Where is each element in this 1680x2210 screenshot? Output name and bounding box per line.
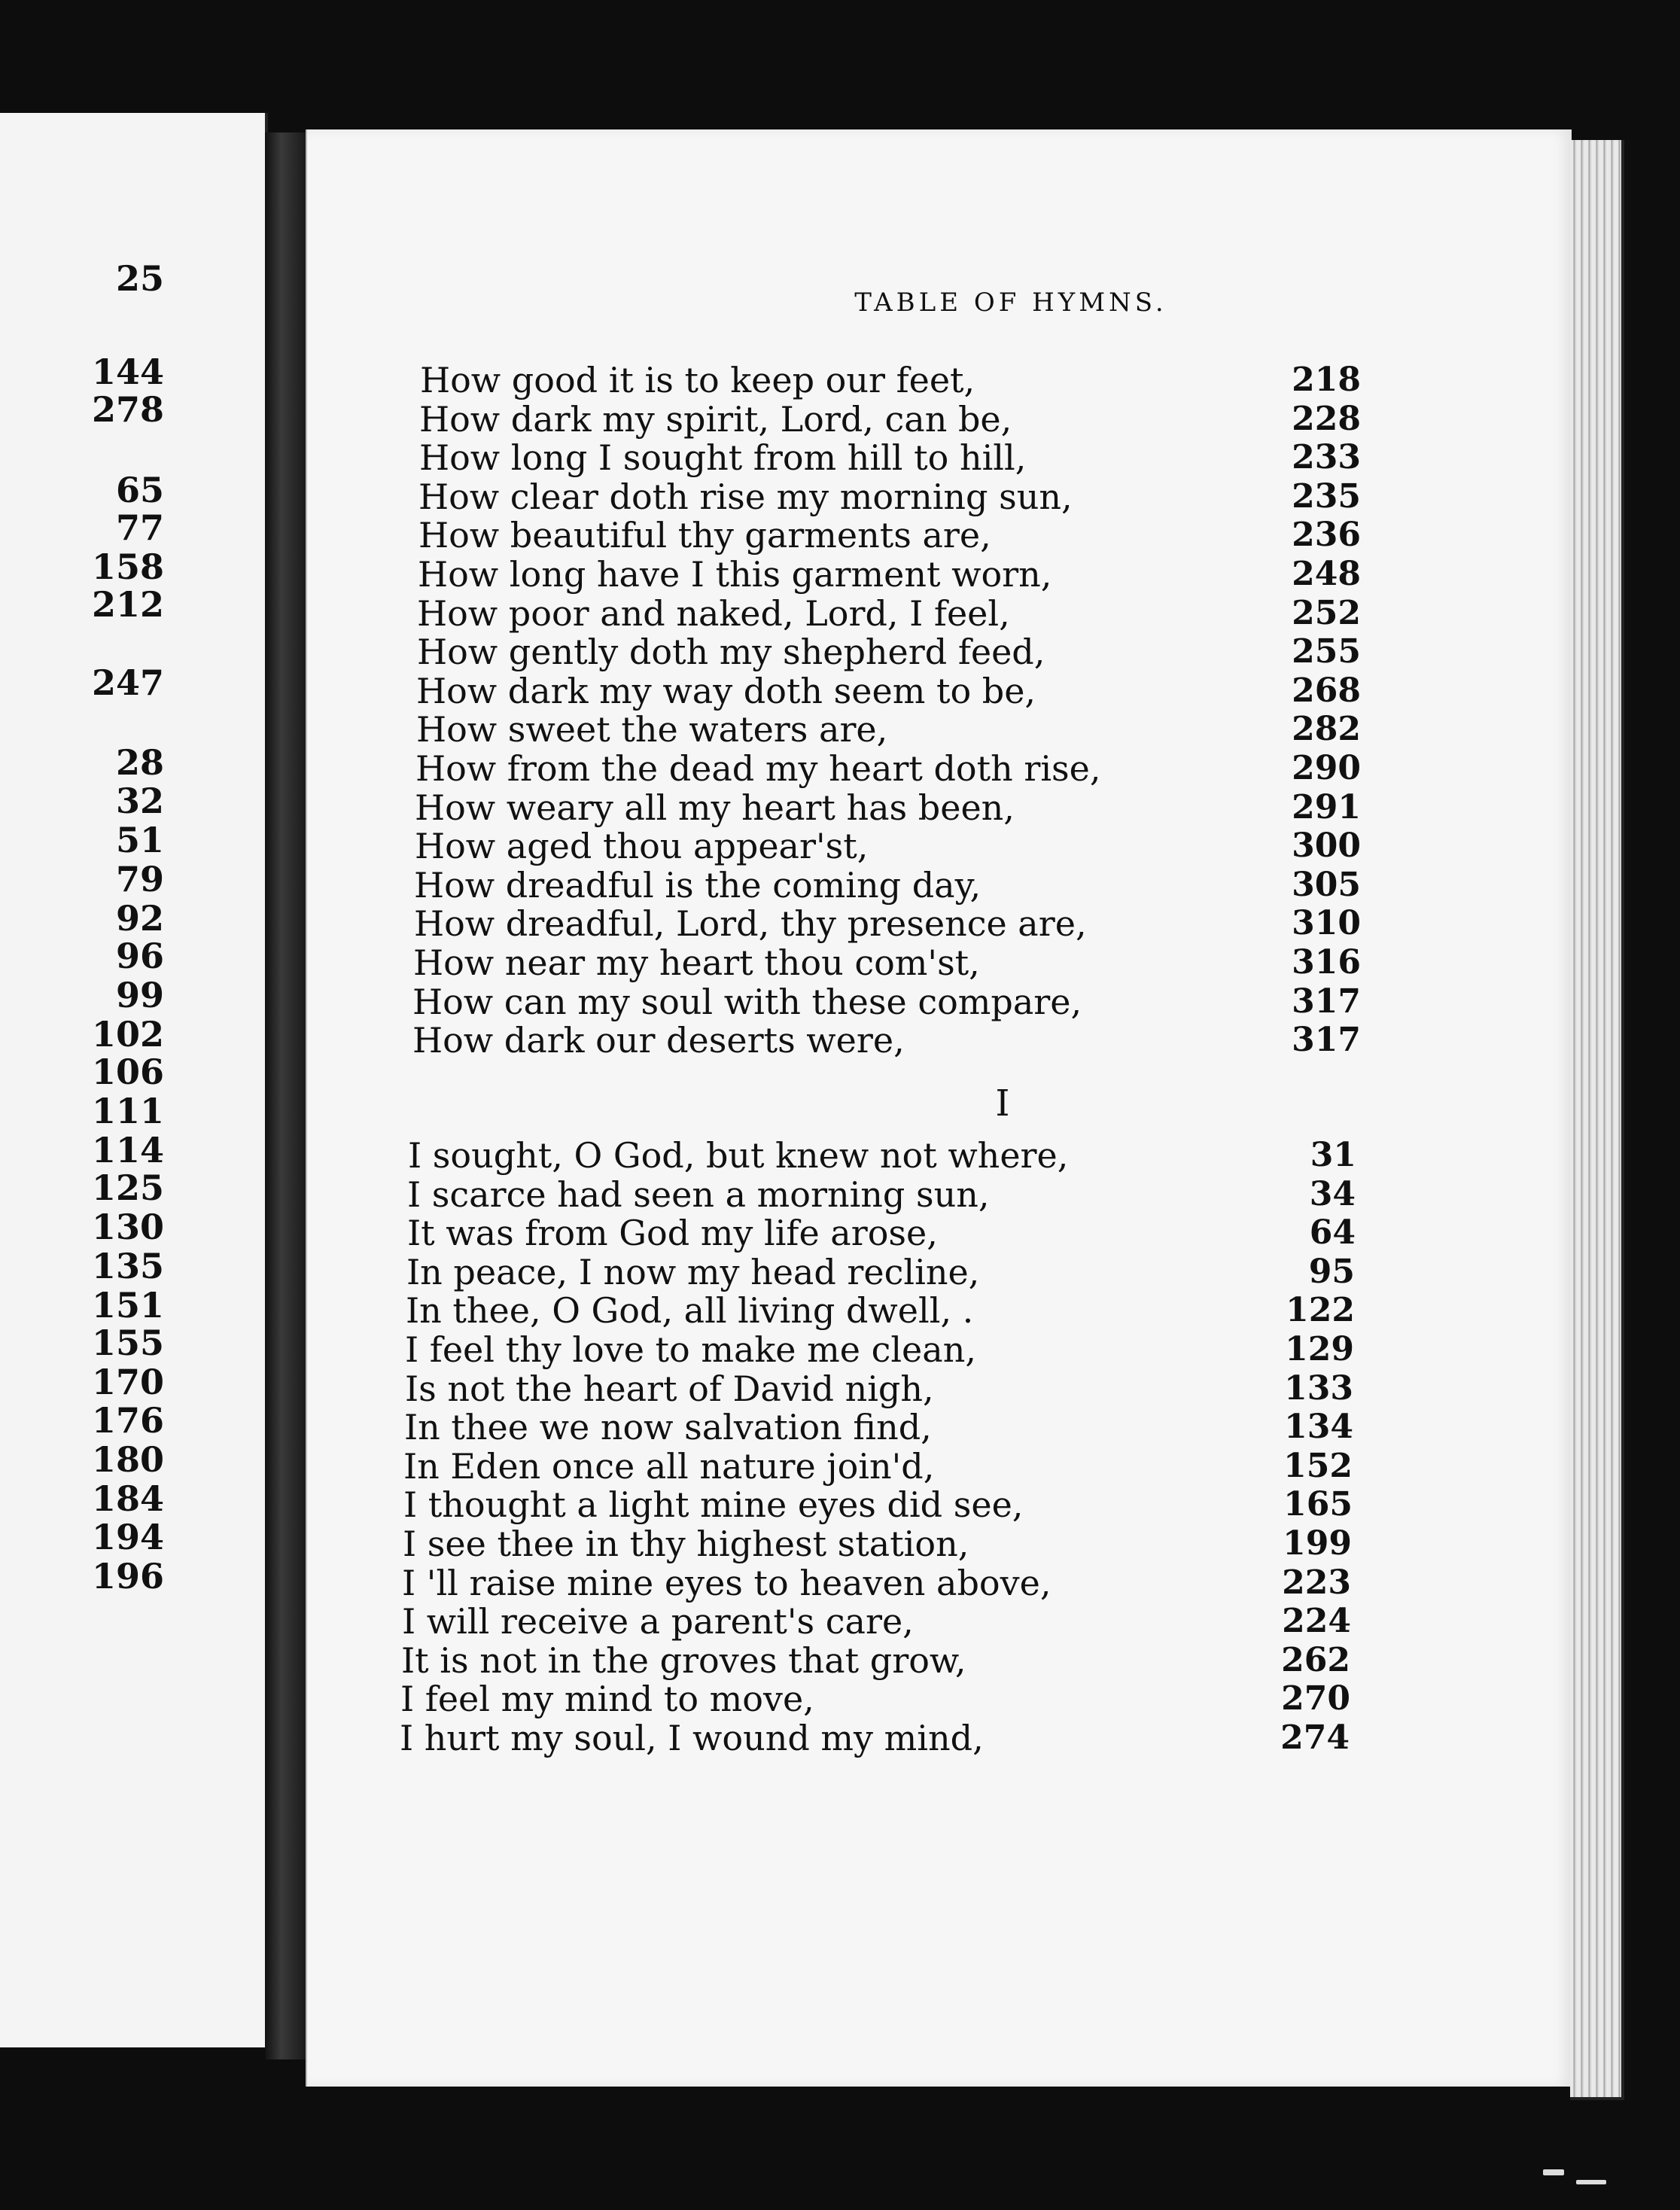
dust-mark xyxy=(1576,2180,1606,2184)
hymn-first-line: I hurt my soul, I wound my mind, xyxy=(400,1718,984,1758)
left-page-number: 96 xyxy=(115,936,164,976)
hymn-number: 274 xyxy=(1280,1718,1350,1757)
hymn-entry xyxy=(307,1447,1572,1486)
hymn-first-line: I 'll raise mine eyes to heaven above, xyxy=(402,1562,1052,1603)
hymn-number: 233 xyxy=(1292,438,1361,477)
hymn-entry xyxy=(307,1213,1572,1253)
hymn-first-line: I see thee in thy highest station, xyxy=(403,1524,969,1564)
running-head: TABLE OF HYMNS. xyxy=(854,288,1167,318)
hymn-first-line: Is not the heart of David nigh, xyxy=(405,1368,934,1409)
hymn-number: 316 xyxy=(1292,943,1361,982)
left-page-number: 99 xyxy=(115,975,164,1015)
hymn-entry xyxy=(307,1369,1572,1408)
section-letter: I xyxy=(995,1082,1010,1125)
hymn-entry xyxy=(307,982,1572,1021)
hymn-entry xyxy=(307,826,1572,866)
hymn-entry xyxy=(307,1718,1572,1758)
hymn-entry xyxy=(307,1330,1572,1369)
hymn-first-line: How dark my way doth seem to be, xyxy=(416,670,1036,711)
hymn-number: 310 xyxy=(1292,904,1361,943)
left-page-number: 170 xyxy=(91,1362,164,1402)
hymn-first-line: How aged thou appear'st, xyxy=(415,826,869,867)
hymn-entry xyxy=(307,361,1572,400)
hymn-entry xyxy=(307,1563,1572,1603)
hymn-first-line: How good it is to keep our feet, xyxy=(420,360,975,400)
hymn-entry xyxy=(307,477,1572,516)
hymn-first-line: In thee, O God, all living dwell, . xyxy=(406,1290,974,1332)
left-page-number: 196 xyxy=(91,1556,164,1597)
left-page-number: 65 xyxy=(115,470,164,510)
hymn-number: 317 xyxy=(1292,1021,1361,1060)
left-page-number: 130 xyxy=(91,1207,164,1247)
left-page-number: 176 xyxy=(91,1400,164,1441)
hymn-first-line: How dreadful, Lord, thy presence are, xyxy=(414,903,1087,945)
hymn-first-line: How dark my spirit, Lord, can be, xyxy=(419,398,1012,440)
left-page-number: 28 xyxy=(115,742,164,783)
hymn-first-line: How from the dead my heart doth rise, xyxy=(415,748,1101,789)
hymn-number: 129 xyxy=(1285,1330,1354,1368)
hymn-first-line: How poor and naked, Lord, I feel, xyxy=(417,592,1010,634)
hymn-first-line: How dark our deserts were, xyxy=(412,1020,905,1061)
hymn-entry xyxy=(307,1641,1572,1680)
hymn-first-line: I thought a light mine eyes did see, xyxy=(403,1484,1024,1526)
hymn-entry xyxy=(307,1524,1572,1563)
hymn-number: 291 xyxy=(1292,787,1361,826)
hymn-number: 218 xyxy=(1292,361,1361,399)
hymn-index xyxy=(307,129,1572,2087)
hymn-number: 31 xyxy=(1310,1136,1356,1174)
hymn-number: 317 xyxy=(1292,982,1361,1021)
left-page-number: 51 xyxy=(115,820,164,860)
hymn-entry xyxy=(307,1175,1572,1214)
hymn-number: 152 xyxy=(1283,1446,1353,1485)
hymn-first-line: It is not in the groves that grow, xyxy=(401,1639,966,1681)
hymn-entry xyxy=(307,516,1572,555)
hymn-first-line: I feel thy love to make me clean, xyxy=(405,1329,976,1370)
hymn-number: 305 xyxy=(1292,865,1361,904)
left-page-number: 102 xyxy=(91,1014,164,1055)
left-page-number: 25 xyxy=(115,258,164,299)
hymn-first-line: I scarce had seen a morning sun, xyxy=(407,1173,990,1215)
left-page-number: 77 xyxy=(115,507,164,548)
left-page-number: 194 xyxy=(91,1517,164,1557)
hymn-first-line: How can my soul with these compare, xyxy=(412,981,1082,1022)
hymn-number: 282 xyxy=(1292,710,1361,749)
hymn-first-line: How clear doth rise my morning sun, xyxy=(418,476,1073,517)
hymn-number: 236 xyxy=(1292,516,1361,555)
hymn-entry xyxy=(307,1291,1572,1330)
hymn-first-line: I sought, O God, but knew not where, xyxy=(408,1135,1069,1176)
hymn-entry xyxy=(307,866,1572,905)
left-page-number: 184 xyxy=(91,1478,164,1519)
hymn-entry xyxy=(307,1408,1572,1447)
hymn-first-line: How long I sought from hill to hill, xyxy=(419,437,1027,479)
left-page-number: 278 xyxy=(91,389,164,430)
hymn-first-line: How beautiful thy garments are, xyxy=(418,515,991,556)
hymn-entry xyxy=(307,594,1572,633)
page-edges xyxy=(1570,140,1624,2100)
hymn-entry xyxy=(307,632,1572,671)
hymn-number: 165 xyxy=(1283,1485,1353,1524)
left-page-number: 125 xyxy=(91,1167,164,1208)
left-page-number: 79 xyxy=(115,859,164,900)
hymn-number: 268 xyxy=(1292,671,1361,710)
hymn-first-line: How dreadful is the coming day, xyxy=(414,864,982,906)
hymn-first-line: I feel my mind to move, xyxy=(400,1679,814,1720)
left-page-number: 135 xyxy=(91,1246,164,1286)
hymn-entry xyxy=(307,788,1572,827)
hymn-entry xyxy=(307,943,1572,982)
hymn-entry xyxy=(307,400,1572,439)
left-page-number: 32 xyxy=(115,781,164,821)
dust-mark xyxy=(1543,2169,1564,2175)
left-page-number: 92 xyxy=(115,898,164,939)
hymn-entry xyxy=(307,710,1572,749)
hymn-number: 95 xyxy=(1308,1252,1355,1291)
hymn-number: 255 xyxy=(1292,632,1361,671)
hymn-number: 270 xyxy=(1281,1679,1350,1718)
hymn-number: 134 xyxy=(1284,1408,1353,1447)
hymn-number: 223 xyxy=(1282,1563,1351,1602)
hymn-entry xyxy=(307,904,1572,943)
hymn-entry xyxy=(307,438,1572,477)
hymn-first-line: It was from God my life arose, xyxy=(407,1213,938,1254)
hymn-entry xyxy=(307,1021,1572,1060)
left-page-number: 106 xyxy=(91,1052,164,1092)
hymn-first-line: How sweet the waters are, xyxy=(416,709,888,750)
hymn-first-line: How gently doth my shepherd feed, xyxy=(417,632,1045,673)
hymn-number: 248 xyxy=(1292,555,1361,593)
left-page-number: 212 xyxy=(91,584,164,625)
hymn-first-line: How long have I this garment worn, xyxy=(418,554,1052,595)
hymn-entry xyxy=(307,1485,1572,1524)
hymn-entry xyxy=(307,1136,1572,1175)
left-page-number-column xyxy=(59,113,164,2047)
hymn-entry xyxy=(307,671,1572,711)
hymn-entry xyxy=(307,1253,1572,1292)
hymn-number: 64 xyxy=(1309,1213,1356,1253)
left-page-number: 111 xyxy=(91,1091,164,1131)
left-page-number: 180 xyxy=(91,1439,164,1480)
hymn-number: 228 xyxy=(1292,399,1361,438)
hymn-entry xyxy=(307,555,1572,594)
hymn-entry xyxy=(307,1602,1572,1641)
left-page-number: 158 xyxy=(91,546,164,587)
hymn-number: 235 xyxy=(1292,476,1361,516)
left-page-number: 155 xyxy=(91,1323,164,1363)
hymn-number: 122 xyxy=(1286,1291,1355,1330)
left-page-number: 144 xyxy=(91,352,164,392)
hymn-first-line: How weary all my heart has been, xyxy=(415,787,1015,828)
hymn-entry xyxy=(307,1679,1572,1718)
hymn-number: 224 xyxy=(1282,1602,1351,1641)
hymn-first-line: In thee we now salvation find, xyxy=(404,1407,932,1448)
left-page-number: 247 xyxy=(91,662,164,703)
right-page xyxy=(306,129,1572,2087)
hymn-number: 133 xyxy=(1284,1368,1353,1408)
hymn-number: 262 xyxy=(1281,1640,1350,1679)
hymn-number: 300 xyxy=(1292,826,1361,866)
hymn-first-line: How near my heart thou com'st, xyxy=(413,942,980,983)
hymn-number: 252 xyxy=(1292,593,1361,632)
hymn-first-line: In peace, I now my head recline, xyxy=(406,1251,980,1292)
hymn-first-line: I will receive a parent's care, xyxy=(402,1601,914,1642)
hymn-number: 290 xyxy=(1292,749,1361,787)
left-page-number: 151 xyxy=(91,1285,164,1326)
hymn-number: 34 xyxy=(1309,1174,1356,1213)
book-spine xyxy=(265,132,306,2059)
left-page-number: 114 xyxy=(91,1130,164,1170)
hymn-entry xyxy=(307,749,1572,788)
hymn-number: 199 xyxy=(1283,1524,1352,1563)
hymn-first-line: In Eden once all nature join'd, xyxy=(403,1445,935,1487)
left-page xyxy=(0,113,268,2047)
